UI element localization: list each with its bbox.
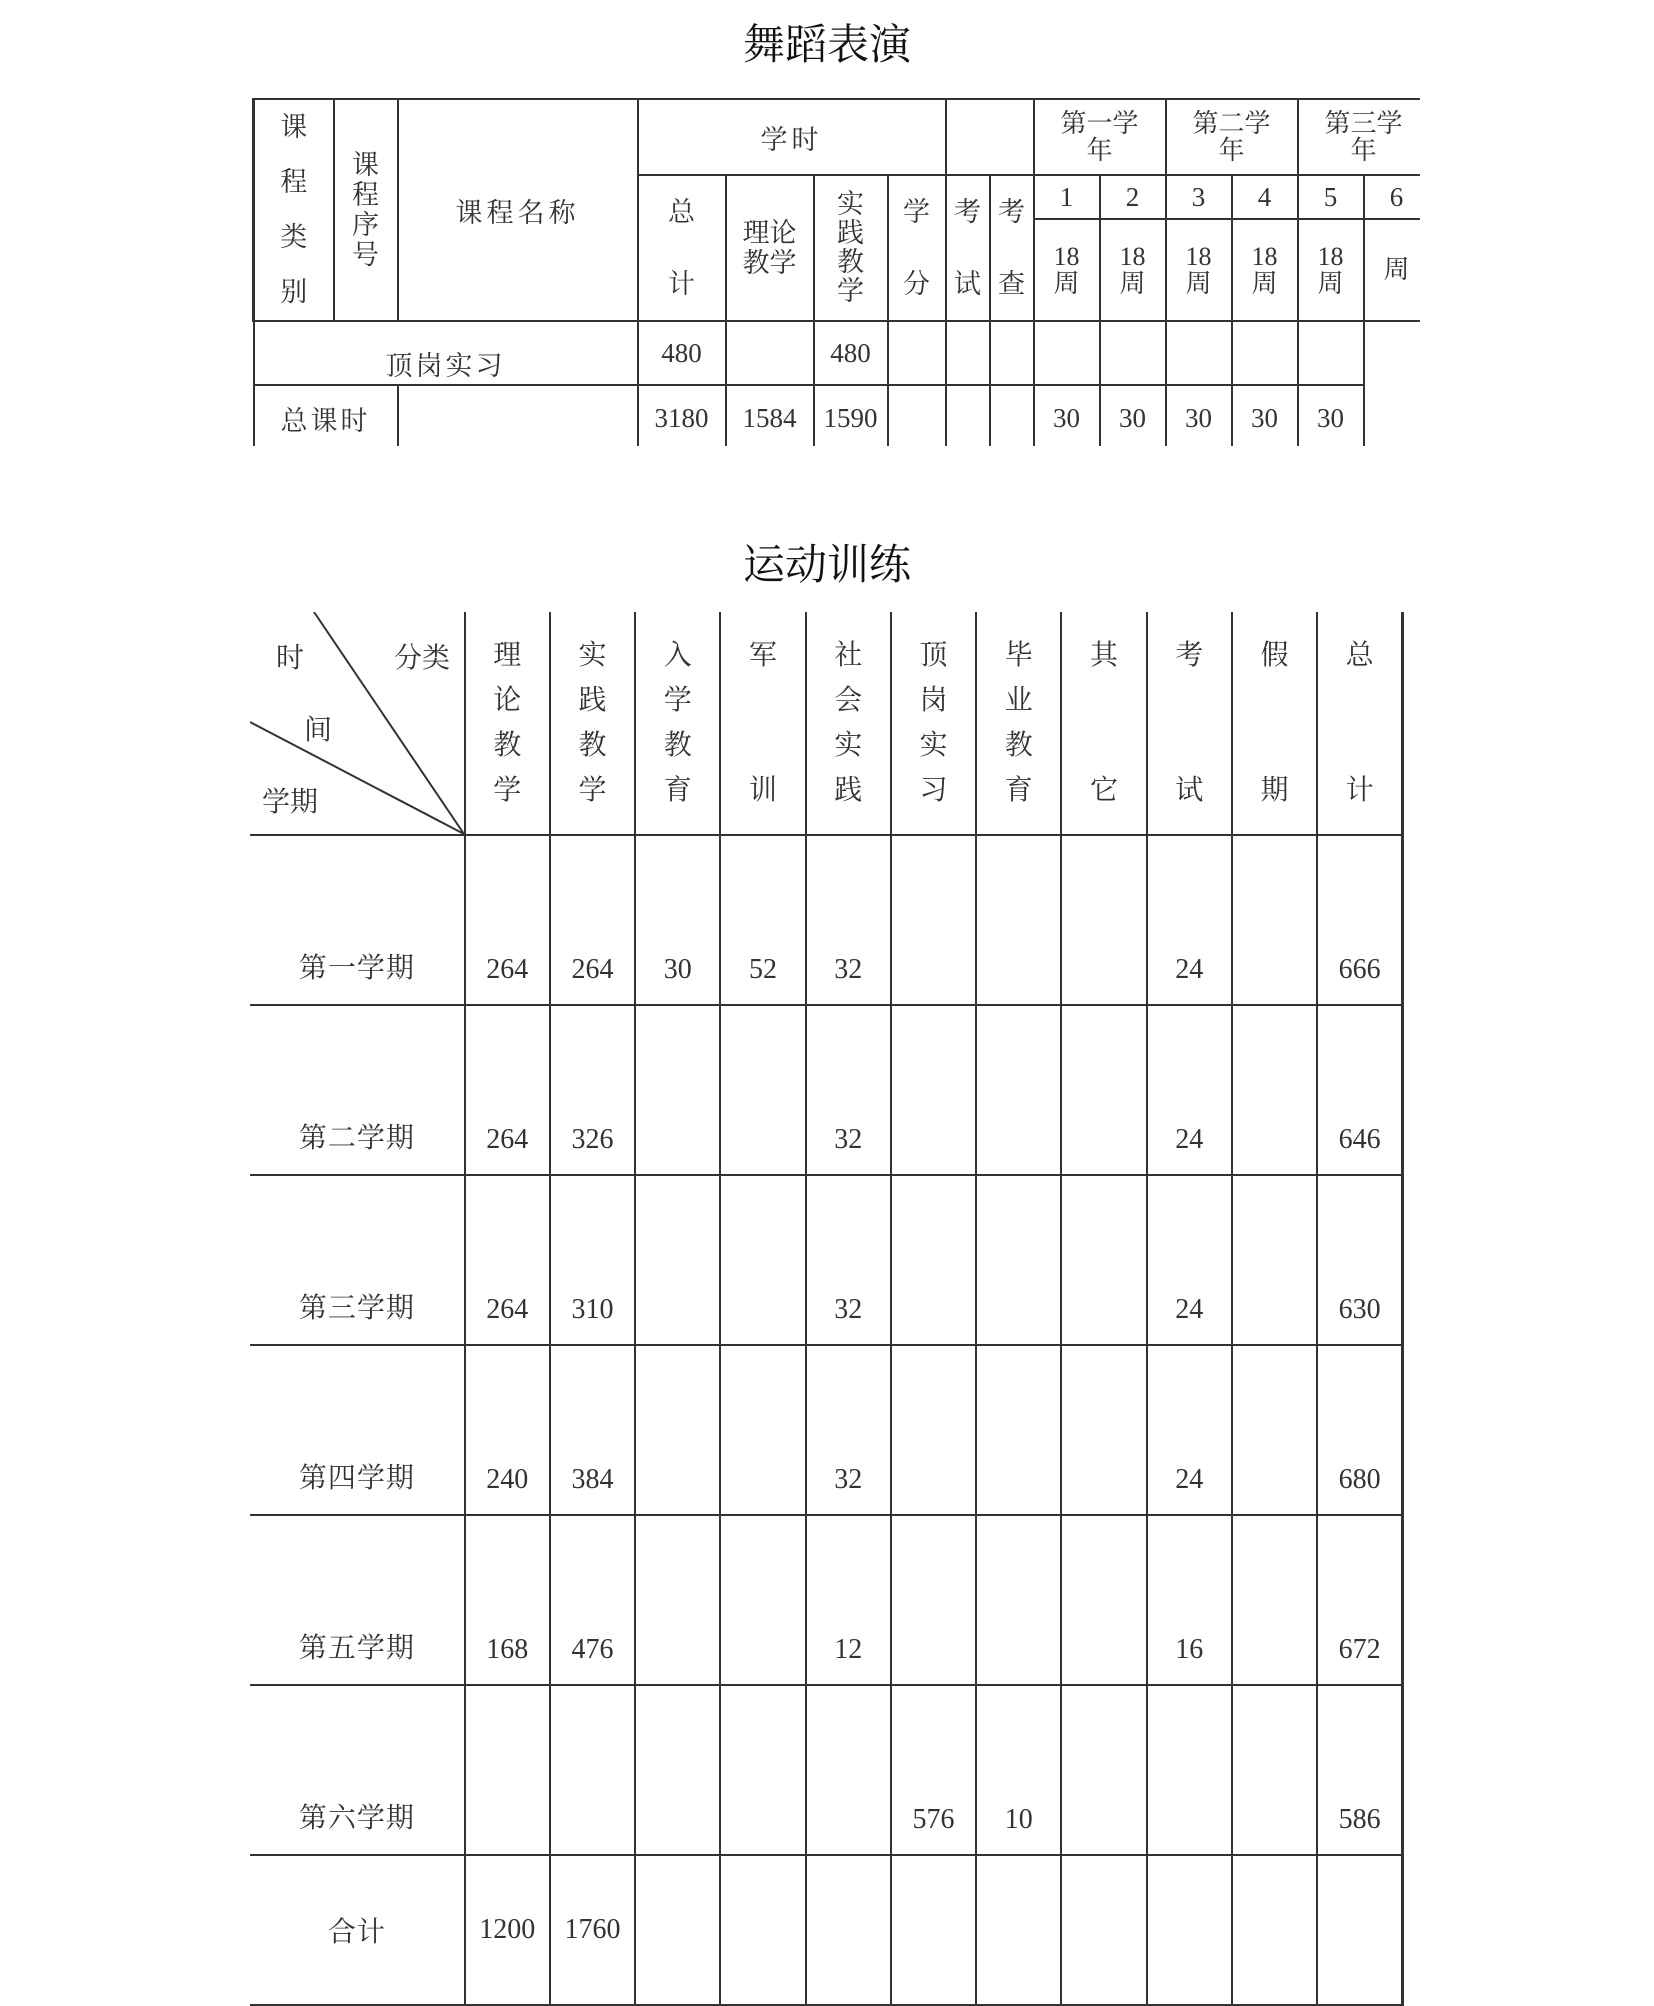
row-internship-sem6 <box>1364 321 1420 385</box>
table-cell <box>976 1515 1061 1685</box>
header-blank <box>946 99 1034 175</box>
table-row <box>250 1005 1403 1175</box>
row-internship-credit <box>888 321 946 385</box>
header-sem-5: 5 <box>1298 175 1364 219</box>
table-cell <box>635 1515 720 1685</box>
table-cell <box>1232 1685 1317 1855</box>
header-sem-6: 6 <box>1364 175 1420 219</box>
row-total-total: 3180 <box>638 385 726 446</box>
table-cell <box>720 1515 805 1685</box>
header-weeks-1: 18 周 <box>1034 219 1100 321</box>
table-cell: 12 <box>806 1515 891 1685</box>
row-internship-label: 顶岗实习 <box>254 321 638 385</box>
row-total-sem2: 30 <box>1100 385 1166 446</box>
table-cell <box>976 835 1061 1005</box>
table-cell: 240 <box>465 1345 550 1515</box>
table-cell: 52 <box>720 835 805 1005</box>
table-cell: 24 <box>1147 835 1232 1005</box>
table-cell <box>1061 835 1146 1005</box>
row-internship-sem1 <box>1034 321 1100 385</box>
col-header-holiday: 假 期 <box>1232 612 1317 835</box>
table-cell <box>1147 1685 1232 1855</box>
table-cell <box>720 1005 805 1175</box>
table-cell: 32 <box>806 835 891 1005</box>
row-total-sem3: 30 <box>1166 385 1232 446</box>
section-title-sports: 运动训练 <box>742 540 911 589</box>
table-cell <box>806 1685 891 1855</box>
table-cell: 672 <box>1317 1515 1402 1685</box>
table-cell: 310 <box>550 1175 635 1345</box>
header-sem-2: 2 <box>1100 175 1166 219</box>
corner-label-category: 分类 <box>394 643 451 674</box>
row-internship-sem3 <box>1166 321 1232 385</box>
table-cell: 476 <box>550 1515 635 1685</box>
table-cell: 24 <box>1147 1005 1232 1175</box>
header-sem-3: 3 <box>1166 175 1232 219</box>
header-sem-1: 1 <box>1034 175 1100 219</box>
col-header-social: 社 会 实 践 <box>806 612 891 835</box>
header-year1: 第一学 年 <box>1034 99 1166 175</box>
col-header-military: 军 训 <box>720 612 805 835</box>
table-cell <box>635 1685 720 1855</box>
table-cell <box>976 1855 1061 2005</box>
table-cell: 264 <box>465 835 550 1005</box>
table-cell <box>635 1855 720 2005</box>
section-title-dance: 舞蹈表演 <box>742 20 911 69</box>
row-label: 第六学期 <box>250 1685 465 1855</box>
row-total-name <box>398 385 638 446</box>
row-total-credit <box>888 385 946 446</box>
table-cell <box>635 1005 720 1175</box>
row-internship-total: 480 <box>638 321 726 385</box>
row-label: 第一学期 <box>250 835 465 1005</box>
table-cell <box>635 1175 720 1345</box>
header-course-name: 课程名称 <box>398 99 638 321</box>
row-total-check <box>990 385 1034 446</box>
corner-label-semester: 学期 <box>262 787 319 818</box>
table-cell <box>465 1685 550 1855</box>
header-course-seq: 课 程 序 号 <box>334 99 398 321</box>
table-cell: 24 <box>1147 1175 1232 1345</box>
row-internship-sem2 <box>1100 321 1166 385</box>
table-row <box>250 1175 1403 1345</box>
col-header-enrollment: 入 学 教 育 <box>635 612 720 835</box>
row-total-theory: 1584 <box>726 385 814 446</box>
table-cell: 264 <box>465 1175 550 1345</box>
table-cell: 576 <box>891 1685 976 1855</box>
row-internship-exam <box>946 321 990 385</box>
header-weeks-4: 18 周 <box>1232 219 1298 321</box>
row-total-sem4: 30 <box>1232 385 1298 446</box>
table-cell <box>976 1175 1061 1345</box>
table-cell: 1760 <box>550 1855 635 2005</box>
header-course-category: 课 程 类 别 <box>254 99 334 321</box>
row-label: 第三学期 <box>250 1175 465 1345</box>
table-cell: 30 <box>635 835 720 1005</box>
table-cell <box>720 1175 805 1345</box>
header-theory: 理论 教学 <box>726 175 814 321</box>
row-total-sem6 <box>1364 385 1420 446</box>
table-row <box>250 1855 1403 2005</box>
table-cell: 666 <box>1317 835 1402 1005</box>
table-cell: 384 <box>550 1345 635 1515</box>
table-cell <box>891 1515 976 1685</box>
table-row <box>250 1685 1403 1855</box>
header-weeks-6: 周 <box>1364 219 1420 321</box>
table-cell: 32 <box>806 1005 891 1175</box>
header-year2: 第二学 年 <box>1166 99 1298 175</box>
dance-table-wrapper <box>240 90 1420 446</box>
header-weeks-3: 18 周 <box>1166 219 1232 321</box>
header-exam: 考 试 <box>946 175 990 321</box>
table-row <box>250 1345 1403 1515</box>
col-header-graduation: 毕 业 教 育 <box>976 612 1061 835</box>
header-year3: 第三学 年 <box>1298 99 1420 175</box>
col-header-exam: 考 试 <box>1147 612 1232 835</box>
table-cell: 646 <box>1317 1005 1402 1175</box>
row-internship-theory <box>726 321 814 385</box>
table-cell <box>720 1685 805 1855</box>
header-sem-4: 4 <box>1232 175 1298 219</box>
row-internship-sem5 <box>1298 321 1364 385</box>
table-cell <box>891 1005 976 1175</box>
table-cell <box>720 1855 805 2005</box>
corner-label-time1: 时 <box>276 643 305 674</box>
table-cell: 10 <box>976 1685 1061 1855</box>
table-cell <box>1061 1855 1146 2005</box>
sports-hours-table <box>250 612 1404 2006</box>
corner-label-time2: 间 <box>304 715 333 746</box>
table-row <box>250 835 1403 1005</box>
table-cell <box>1061 1005 1146 1175</box>
table-cell: 264 <box>550 835 635 1005</box>
row-internship-check <box>990 321 1034 385</box>
table-cell <box>1061 1515 1146 1685</box>
table-cell: 630 <box>1317 1175 1402 1345</box>
table-cell <box>976 1345 1061 1515</box>
table-cell: 32 <box>806 1345 891 1515</box>
row-total-exam <box>946 385 990 446</box>
table-cell <box>550 1685 635 1855</box>
row-label: 合计 <box>250 1855 465 2005</box>
table-cell <box>976 1005 1061 1175</box>
table-cell <box>720 1345 805 1515</box>
header-practice: 实 践 教 学 <box>814 175 888 321</box>
col-header-total: 总 计 <box>1317 612 1402 835</box>
table-cell <box>1232 1855 1317 2005</box>
col-header-practice: 实 践 教 学 <box>550 612 635 835</box>
table-cell <box>1232 1515 1317 1685</box>
row-total-sem1: 30 <box>1034 385 1100 446</box>
corner-header <box>250 612 465 835</box>
row-total-practice: 1590 <box>814 385 888 446</box>
row-label: 第五学期 <box>250 1515 465 1685</box>
table-cell: 1200 <box>465 1855 550 2005</box>
table-cell <box>891 1855 976 2005</box>
col-header-internship: 顶 岗 实 习 <box>891 612 976 835</box>
table-cell: 24 <box>1147 1345 1232 1515</box>
table-cell: 326 <box>550 1005 635 1175</box>
table-cell <box>1232 1005 1317 1175</box>
table-cell <box>1232 1175 1317 1345</box>
table-cell <box>891 835 976 1005</box>
table-cell <box>635 1345 720 1515</box>
row-total-sem5: 30 <box>1298 385 1364 446</box>
header-weeks-2: 18 周 <box>1100 219 1166 321</box>
table-cell <box>1232 835 1317 1005</box>
table-cell: 168 <box>465 1515 550 1685</box>
table-cell <box>891 1345 976 1515</box>
table-cell: 680 <box>1317 1345 1402 1515</box>
table-cell: 16 <box>1147 1515 1232 1685</box>
table-cell <box>806 1855 891 2005</box>
dance-course-table <box>252 98 1420 446</box>
table-cell <box>1061 1175 1146 1345</box>
table-cell <box>1061 1345 1146 1515</box>
row-label: 第四学期 <box>250 1345 465 1515</box>
row-label: 第二学期 <box>250 1005 465 1175</box>
table-cell <box>891 1175 976 1345</box>
row-internship-practice: 480 <box>814 321 888 385</box>
col-header-theory: 理 论 教 学 <box>465 612 550 835</box>
header-hours: 学时 <box>638 99 946 175</box>
table-row <box>250 1515 1403 1685</box>
row-internship-sem4 <box>1232 321 1298 385</box>
table-cell <box>1061 1685 1146 1855</box>
header-weeks-5: 18 周 <box>1298 219 1364 321</box>
table-cell <box>1317 1855 1402 2005</box>
table-cell: 264 <box>465 1005 550 1175</box>
table-cell <box>1232 1345 1317 1515</box>
row-total-label: 总课时 <box>254 385 398 446</box>
header-total: 总 计 <box>638 175 726 321</box>
table-cell <box>1147 1855 1232 2005</box>
table-cell: 32 <box>806 1175 891 1345</box>
header-check: 考 查 <box>990 175 1034 321</box>
table-cell: 586 <box>1317 1685 1402 1855</box>
header-credit: 学 分 <box>888 175 946 321</box>
col-header-other: 其 它 <box>1061 612 1146 835</box>
